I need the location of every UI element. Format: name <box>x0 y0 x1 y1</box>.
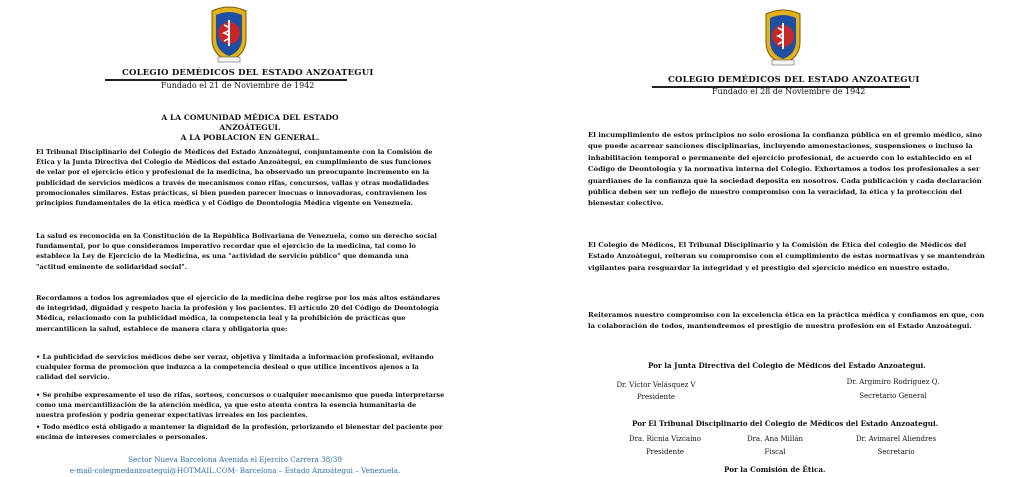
founded-date: Fundado el 28 de Noviembre de 1942 <box>712 87 866 96</box>
paragraph-ethics-intro: El Tribunal Disciplinario del Colegio de Médicos del Estado Anzoátegui, conjuntamente con la Comisión de Ética y la Junta Directiva del Colegio de Médicos del estado Anzoátegui, en cumplimiento de sus funciones de velar por el ejercicio ético y profesional de la medicina, ha observado un preocupante incremento en la publicidad de servicios médicos a través de mecanismos como rifas, concursos, vallas y otras modalidades promocionales similares. Estas prácticas, si bien pueden parecer inocuas o innovadoras, contravienen los principios fundamentales de la ética médica y el Código de Deontología Médica vigente en Venezuela. <box>36 148 433 208</box>
paragraph-commitment: El Colegio de Médicos, El Tribunal Disciplinario y la Comisión de Ética del colegio de Médicos del Estado Anzoátegui, reiteran su compromiso con el cumplimiento de estas normativas y se mantendrán vigilantes para resguardar la integridad y el prestigio del ejercicio médico en nuestro estado. <box>588 241 985 272</box>
letter-page-2 <box>524 0 1024 477</box>
paragraph-health-right: La salud es reconocida en la Constitución de la República Bolivariana de Venezuela, como un derecho social fundamental, por lo que consideramos imperativo recordar que el ejercicio de la medicina, tal como lo establece la Ley de Ejercicio de la Medicina, es una "actividad de servicio público" que demanda una "actitud eminente de solidaridad social". <box>36 232 437 271</box>
paragraph-article-20: Recordamos a todos los agremiados que el ejercicio de la medicina debe regirse por los más altos estándares de integridad, dignidad y respeto hacia la profesión y los pacientes. El artículo 20 del Código de Deontología Médica, relacionado con la publicidad médica, la competencia leal y la prohibición de prácticas que mercantilicen la salud, establece de manera clara y obligatoria que: <box>36 294 441 333</box>
footer-address: Sector Nueva Barcelona Avenida el Ejercito Carrera 38/39 <box>128 455 342 464</box>
list-item-advertising: • La publicidad de servicios médicos debe ser veraz, objetiva y limitada a información profesional, evitando cualquier forma de promoción que induzca a la competencia desleal o que utilice incentivos ajenos a la calidad del servicio. <box>36 353 434 382</box>
medical-college-crest-icon <box>760 8 806 68</box>
list-item-dignity: • Todo médico está obligado a mantener la dignidad de la profesión, priorizando el bienestar del paciente por encima de intereses comerciales o personales. <box>36 423 443 442</box>
college-name-heading: COLEGIO DEMÉDICOS DEL ESTADO ANZOATEGUI <box>668 75 920 85</box>
letter-page-1 <box>0 0 500 477</box>
footer-email: e-mail-colegmedanzoategui@HOTMAIL.COM- Barcelona – Estado Anzoátegui – Venezuela. <box>69 466 401 475</box>
signer-role: Presidente <box>645 448 685 456</box>
college-name-heading: COLEGIO DEMÉDICOS DEL ESTADO ANZOATEGUI <box>122 68 374 78</box>
signer-role: Secretario <box>877 448 915 456</box>
signer-role: Secretario General <box>859 392 927 400</box>
signer-name: Dra. Ricnia Vizcaíno <box>628 435 702 443</box>
list-item-raffles: • Se prohíbe expresamente el uso de rifas, sorteos, concursos o cualquier mecanismo que pueda interpretarse como una mercantilización de la atención médica, ya que esto atenta contra la esencia humanitaria de nuestra profesión y podría generar expectativas irreales en los pacientes. <box>36 391 445 420</box>
signer-name: Dr. Víctor Velásquez V <box>616 381 696 389</box>
signer-name: Dr. Argimiro Rodríguez Q. <box>846 378 940 386</box>
founded-date: Fundado el 21 de Noviembre de 1942 <box>161 81 315 90</box>
junta-directiva-heading: Por la Junta Directiva del Colegio de Médicos del Estado Anzoategui. <box>648 361 926 370</box>
signer-role: Fiscal <box>764 448 786 456</box>
comision-etica-heading: Por la Comisión de Ética. <box>724 465 826 474</box>
medical-college-crest-icon <box>206 5 252 65</box>
paragraph-noncompliance: El incumplimiento de estos principios no solo erosiona la confianza pública en el gremio médico, sino que puede acarrear sanciones disciplinarias, incluyendo amonestaciones, suspensiones o incluso la inhabilitación temporal o permanente del ejercicio profesional, de acuerdo con lo establecido en el Código de Deontología y la normativa interna del Colegio. Exhortamos a todos los profesionales a ser guardianes de la confianza que la sociedad deposita en nosotros. Cada publicación y cada declaración pública deben ser un reflejo de nuestro compromiso con la veracidad, la ética y la protección del bienestar colectivo. <box>588 131 982 208</box>
signer-name: Dr. Avimarel Aliendres <box>855 435 937 443</box>
tribunal-heading: Por El Tribunal Disciplinario del Colegio de Médicos del Estado Anzoategui. <box>632 419 939 428</box>
address-title-line-3: A LA POBLACION EN GENERAL. <box>180 133 320 142</box>
address-title <box>130 113 370 143</box>
address-title-line-1: A LA COMUNIDAD MÉDICA DEL ESTADO <box>161 113 339 122</box>
address-title-line-2: ANZOÁTEGUI. <box>219 123 281 132</box>
paragraph-excellence: Reiteramos nuestro compromiso con la excelencia ética en la práctica médica y confiamos en que, con la colaboración de todos, mantendremos el prestigio de nuestra profesión en el Estado Anzoátegui. <box>588 311 985 331</box>
signer-name: Dra. Ana Millán <box>746 435 804 443</box>
signer-role: Presidente <box>636 393 676 401</box>
